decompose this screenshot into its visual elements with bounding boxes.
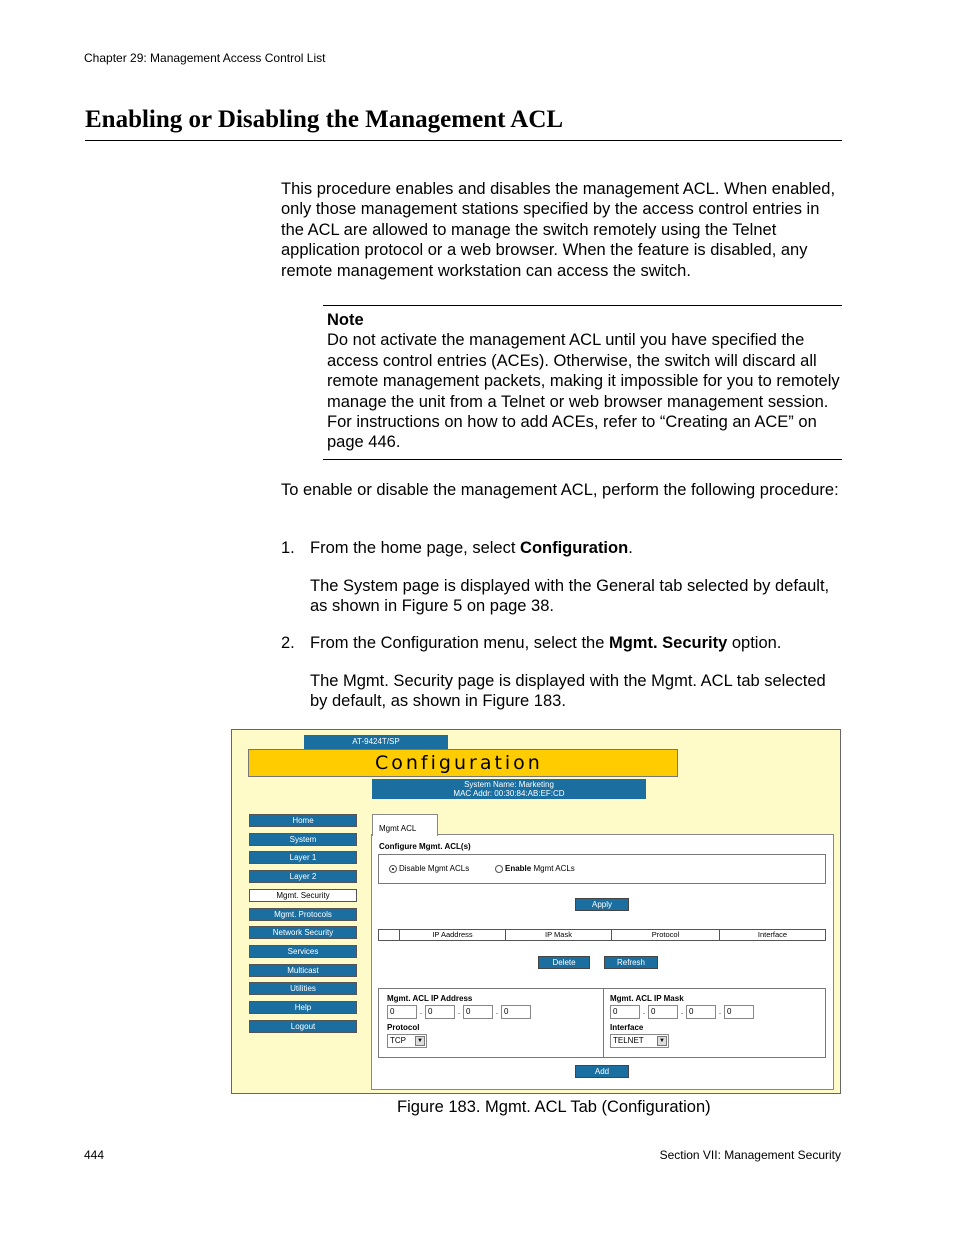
ip-mask-fields: 0 . 0 . 0 . 0 bbox=[610, 1005, 754, 1019]
nav-layer-1[interactable]: Layer 1 bbox=[249, 851, 357, 864]
step-text: From the home page, select bbox=[310, 539, 521, 557]
interface-label: Interface bbox=[610, 1023, 644, 1032]
refresh-button[interactable]: Refresh bbox=[604, 956, 658, 969]
radio-selected-icon[interactable] bbox=[389, 865, 397, 873]
step-1-result: The System page is displayed with the General tab selected by default, as shown in Figure 5 on page 38. bbox=[310, 577, 830, 616]
note-label: Note bbox=[327, 311, 364, 329]
ip-octet-input[interactable]: 0 bbox=[387, 1005, 417, 1019]
radio-enable-bold: Enable bbox=[505, 864, 532, 873]
nav-mgmt-protocols[interactable]: Mgmt. Protocols bbox=[249, 908, 357, 921]
ip-address-fields: 0 . 0 . 0 . 0 bbox=[387, 1005, 531, 1019]
nav-logout[interactable]: Logout bbox=[249, 1020, 357, 1033]
chevron-down-icon[interactable]: ▼ bbox=[415, 1036, 425, 1046]
nav-multicast[interactable]: Multicast bbox=[249, 964, 357, 977]
note-box bbox=[323, 305, 842, 460]
step-number: 2. bbox=[281, 634, 295, 652]
step-text-end: option. bbox=[727, 634, 782, 652]
apply-button[interactable]: Apply bbox=[575, 898, 629, 911]
nav-system[interactable]: System bbox=[249, 833, 357, 846]
figure-screenshot bbox=[231, 729, 841, 1094]
mask-octet-input[interactable]: 0 bbox=[724, 1005, 754, 1019]
ip-mask-label: Mgmt. ACL IP Mask bbox=[610, 994, 684, 1003]
radio-disable[interactable] bbox=[389, 864, 469, 873]
title-rule bbox=[85, 140, 842, 141]
mask-octet-input[interactable]: 0 bbox=[686, 1005, 716, 1019]
acl-table-header bbox=[378, 929, 826, 941]
step-2-result: The Mgmt. Security page is displayed with the Mgmt. ACL tab selected by default, as shown in Figure 183. bbox=[310, 672, 826, 711]
content-panel bbox=[371, 834, 834, 1090]
ip-octet-input[interactable]: 0 bbox=[425, 1005, 455, 1019]
mask-octet-input[interactable]: 0 bbox=[610, 1005, 640, 1019]
configure-title: Configure Mgmt. ACL(s) bbox=[379, 842, 471, 851]
intro-paragraph: This procedure enables and disables the management ACL. When enabled, only those management stations specified by the access control entries in the ACL are allowed to manage the switch remotely using the Telnet application protocol or a web browser. When the feature is disabled, any remote management workstation can access the switch. bbox=[281, 180, 836, 280]
nav-layer-2[interactable]: Layer 2 bbox=[249, 870, 357, 883]
protocol-select[interactable] bbox=[387, 1034, 427, 1048]
configuration-banner: Configuration bbox=[248, 749, 678, 777]
nav-network-security[interactable]: Network Security bbox=[249, 926, 357, 939]
figure-caption: Figure 183. Mgmt. ACL Tab (Configuration) bbox=[397, 1098, 711, 1116]
radio-disable-label: Disable Mgmt ACLs bbox=[399, 864, 470, 873]
protocol-label: Protocol bbox=[387, 1023, 420, 1032]
chapter-header: Chapter 29: Management Access Control List bbox=[84, 51, 326, 65]
mask-octet-input[interactable]: 0 bbox=[648, 1005, 678, 1019]
add-entry-box bbox=[378, 988, 826, 1058]
add-button[interactable]: Add bbox=[575, 1065, 629, 1078]
interface-select[interactable] bbox=[610, 1034, 669, 1048]
step-text: From the Configuration menu, select the bbox=[310, 634, 609, 652]
model-label: AT-9424T/SP bbox=[304, 735, 448, 749]
nav-home[interactable]: Home bbox=[249, 814, 357, 827]
radio-enable[interactable] bbox=[495, 864, 575, 873]
ip-octet-input[interactable]: 0 bbox=[463, 1005, 493, 1019]
procedure-intro: To enable or disable the management ACL, perform the following procedure: bbox=[281, 481, 839, 499]
section-title: Enabling or Disabling the Management ACL bbox=[85, 106, 564, 133]
step-bold: Mgmt. Security bbox=[608, 634, 728, 652]
chevron-down-icon[interactable]: ▼ bbox=[657, 1036, 667, 1046]
nav-utilities[interactable]: Utilities bbox=[249, 982, 357, 995]
step-bold: Configuration bbox=[520, 539, 629, 557]
step-number: 1. bbox=[281, 539, 295, 557]
ip-address-label: Mgmt. ACL IP Address bbox=[387, 994, 473, 1003]
section-footer: Section VII: Management Security bbox=[659, 1148, 841, 1162]
radio-unselected-icon[interactable] bbox=[495, 865, 503, 873]
interface-value: TELNET bbox=[613, 1036, 644, 1045]
delete-button[interactable]: Delete bbox=[538, 956, 590, 969]
system-name: System Name: Marketing bbox=[464, 780, 554, 789]
column-header: IP Aaddress bbox=[399, 930, 505, 941]
nav-services[interactable]: Services bbox=[249, 945, 357, 958]
system-info bbox=[372, 779, 646, 799]
protocol-value: TCP bbox=[390, 1036, 406, 1045]
note-text: Do not activate the management ACL until you have specified the access control entries (ACEs). Otherwise, the switch will discard all remote management packets, making it impossible for you to remotely manage the unit from a Telnet or web browser management session. For instructions on how to add ACEs, refer to “Creating an ACE” on page 446. bbox=[327, 331, 840, 452]
page-number: 444 bbox=[84, 1148, 105, 1162]
column-header: Interface bbox=[719, 930, 825, 941]
ip-octet-input[interactable]: 0 bbox=[501, 1005, 531, 1019]
column-header: IP Mask bbox=[505, 930, 611, 941]
nav-mgmt-security[interactable]: Mgmt. Security bbox=[249, 889, 357, 902]
tab-mgmt-acl[interactable]: Mgmt ACL bbox=[372, 814, 438, 836]
column-header: Protocol bbox=[611, 930, 719, 941]
radio-group bbox=[378, 854, 826, 884]
radio-enable-label: Mgmt ACLs bbox=[531, 864, 575, 873]
mac-addr: MAC Addr: 00:30:84:AB:EF:CD bbox=[453, 789, 565, 798]
nav-help[interactable]: Help bbox=[249, 1001, 357, 1014]
step-text-end: . bbox=[628, 539, 633, 557]
